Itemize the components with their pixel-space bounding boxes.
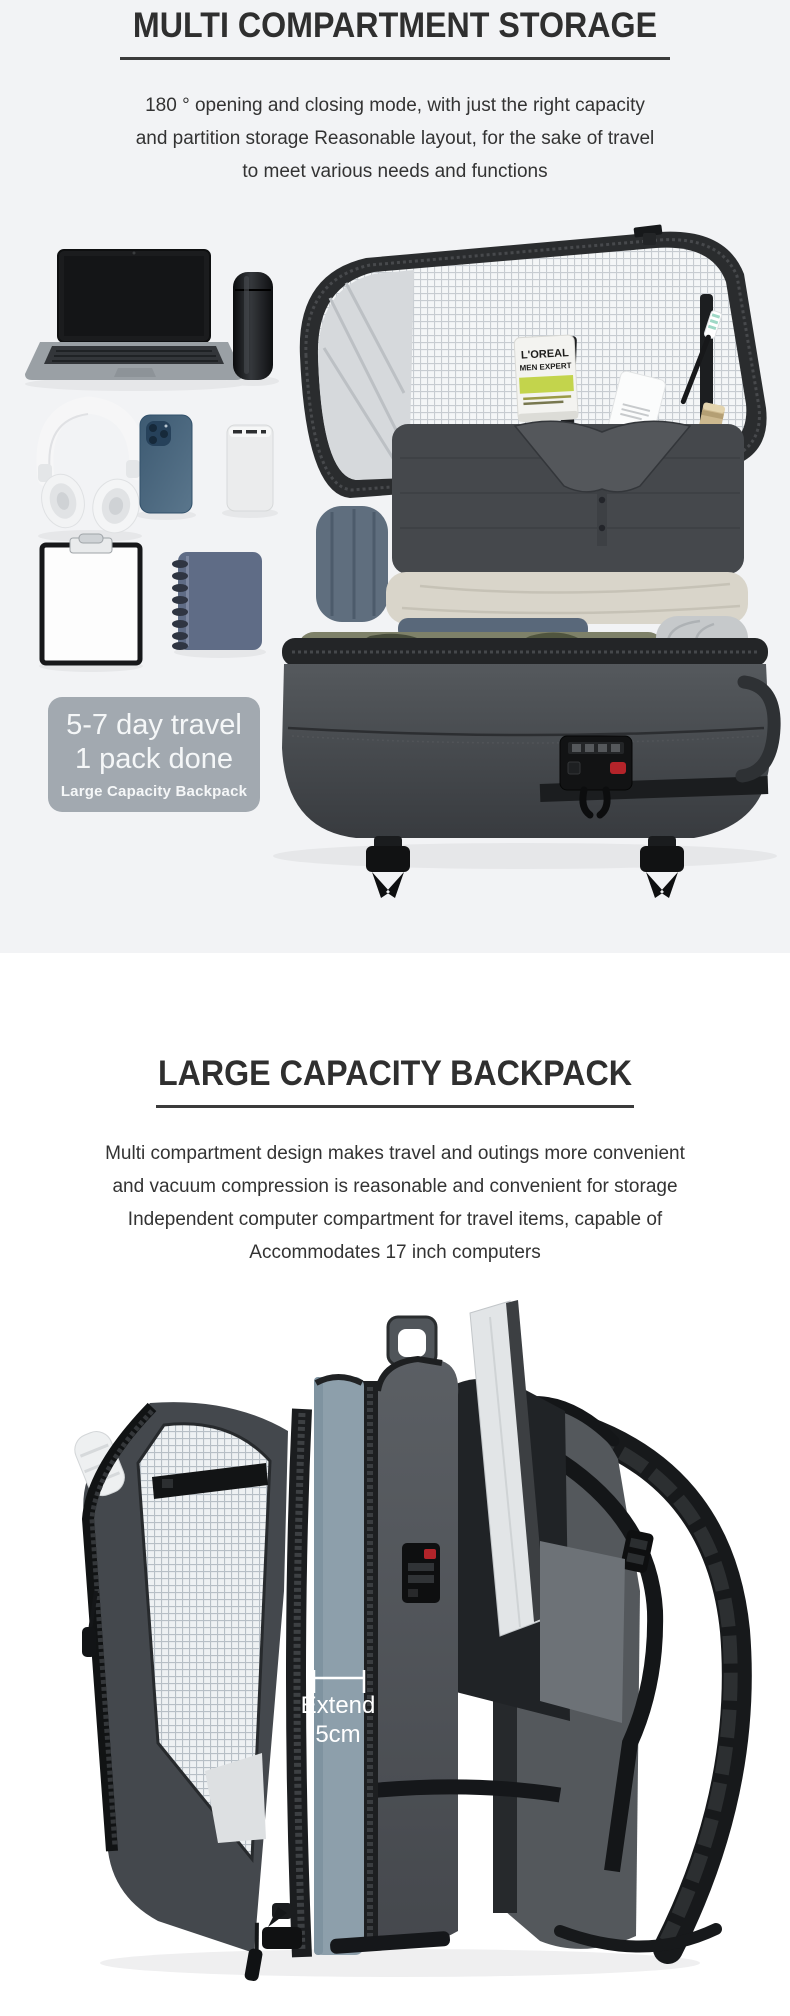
folded-shirt: [392, 421, 744, 574]
storage-description-line: and partition storage Reasonable layout, for the sake of travel: [135, 128, 655, 149]
power-bank-illustration: [227, 425, 273, 511]
open-front-flap: [70, 1402, 288, 1982]
capacity-title-underline: [156, 1105, 634, 1108]
storage-description-line: 180 ° opening and closing mode, with just the right capacity: [145, 95, 645, 116]
storage-title: MULTI COMPARTMENT STORAGE: [132, 6, 658, 45]
badge-line3: Large Capacity Backpack: [60, 783, 248, 800]
capacity-title: LARGE CAPACITY BACKPACK: [157, 1054, 633, 1093]
thermos-illustration: [233, 272, 273, 380]
toiletry-tube: [514, 335, 578, 422]
tsa-red-logo: [424, 1549, 436, 1559]
side-backpack-illustration: [0, 1291, 790, 2016]
storage-title-underline: [120, 57, 670, 60]
capacity-description-line: Accommodates 17 inch computers: [249, 1242, 541, 1263]
section-capacity: [0, 953, 790, 2016]
laptop-sleeve-lip: [540, 1541, 625, 1723]
front-compression-strap: [368, 1787, 560, 1795]
tsa-lock-side: [402, 1543, 440, 1603]
extend-annotation-line2: 5cm: [315, 1721, 361, 1748]
badge-line2: 1 pack done: [74, 743, 233, 775]
capacity-description-line: Independent computer compartment for travel items, capable of: [127, 1209, 663, 1230]
laptop-illustration: [25, 250, 243, 380]
capacity-description-line: Multi compartment design makes travel and outings more convenient: [105, 1143, 685, 1164]
phone-illustration: [140, 415, 192, 513]
section-storage: [0, 0, 790, 953]
storage-description-line: to meet various needs and functions: [242, 161, 548, 182]
ground-shadow: [100, 1949, 700, 1977]
travel-badge: [48, 697, 260, 812]
zipper-band-left: [296, 1409, 302, 1957]
zipper-band-right: [362, 1381, 378, 1947]
extend-annotation: [283, 1691, 393, 1749]
open-backpack-illustration: [0, 188, 790, 948]
open-backpack-photo: [0, 188, 790, 948]
capacity-description: [0, 1137, 790, 1269]
extension-gusset: [314, 1377, 364, 1955]
capacity-description-line: and vacuum compression is reasonable and convenient for storage: [112, 1176, 678, 1197]
tube-range-text: MEN EXPERT: [519, 361, 572, 373]
clipboard-illustration: [42, 534, 140, 663]
badge-line1: 5-7 day travel: [66, 709, 242, 741]
side-backpack-photo: [0, 1291, 790, 2016]
tsa-red-logo: [610, 762, 626, 774]
notebook-illustration: [172, 552, 262, 650]
denim-roll: [316, 506, 388, 622]
backpack-open-flatlay: [282, 224, 774, 898]
extend-annotation-line1: Extend: [300, 1692, 376, 1719]
storage-description: [0, 89, 790, 188]
tube-brand-text: L'OREAL: [520, 347, 570, 362]
headphones-illustration: [36, 405, 144, 537]
